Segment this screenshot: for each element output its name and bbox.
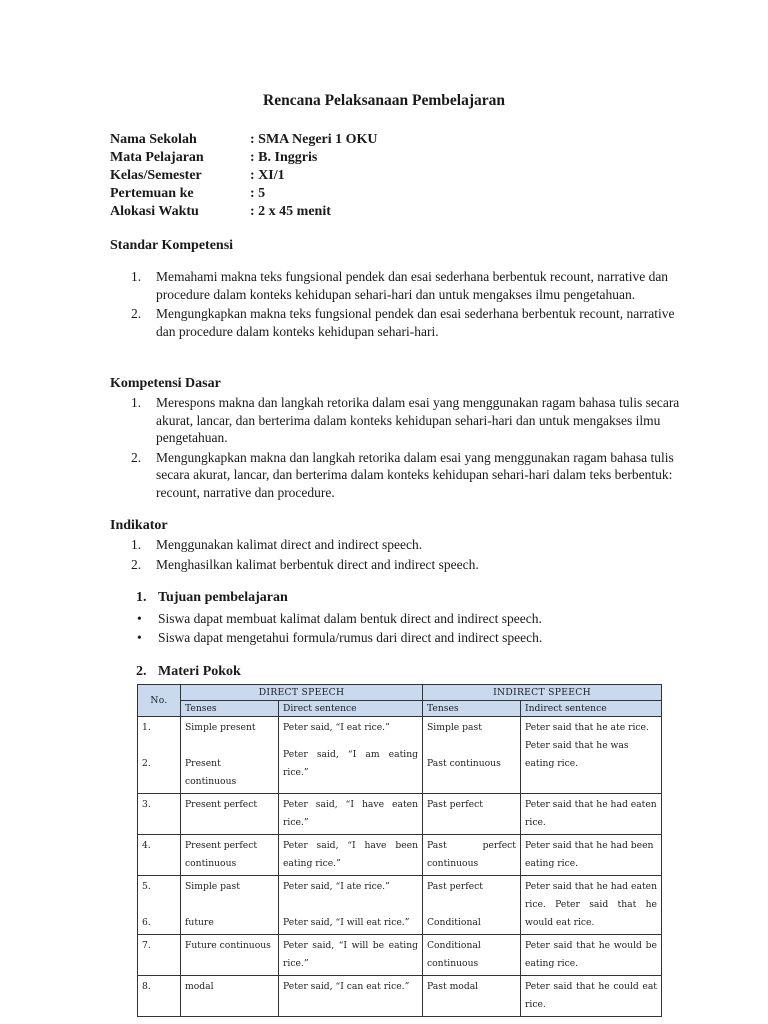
cell-no: 7.	[138, 935, 181, 976]
item-number: 1.	[131, 395, 142, 410]
indikator-list	[131, 536, 691, 575]
table-subheader-row	[138, 701, 662, 717]
bullet-item	[136, 609, 696, 628]
column-header: Tenses	[181, 701, 279, 717]
list-item	[131, 449, 691, 502]
info-value: : 5	[250, 186, 266, 201]
cell-no	[138, 876, 181, 935]
tense-label: Past continuous	[427, 758, 501, 769]
direct-sentence: Peter said, “I ate rice.”	[283, 881, 390, 892]
info-row-time	[110, 203, 378, 221]
cell-tense-direct	[181, 876, 279, 935]
info-value: : SMA Negeri 1 OKU	[250, 132, 378, 147]
cell-indirect-sentence: Peter said that he had been eating rice.	[521, 835, 662, 876]
tense-label: Simple past	[427, 722, 482, 733]
cell-no	[138, 717, 181, 794]
dasar-heading: Kompetensi Dasar	[110, 376, 221, 391]
cell-no: 8.	[138, 976, 181, 1017]
cell-tense-indirect: Past perfect continuous	[423, 835, 521, 876]
info-label: Pertemuan ke	[110, 186, 194, 201]
item-number: 2.	[131, 306, 142, 321]
row-number: 2.	[142, 758, 151, 769]
direct-sentence: Peter said, “I am eating rice.”	[283, 749, 418, 778]
tense-label: Simple past	[185, 881, 240, 892]
cell-direct-sentence	[279, 717, 423, 794]
list-item	[131, 556, 691, 574]
item-text: Mengungkapkan makna dan langkah retorika dalam esai yang menggunakan ragam bahasa tulis secara akurat, lancar, dan berterima dalam konteks kehidupan sehari-hari dalam teks berbentuk: recount, narrative dan procedure.	[156, 449, 674, 500]
tujuan-heading	[136, 590, 288, 606]
cell-tense-direct	[181, 717, 279, 794]
tense-label: Past perfect	[427, 881, 483, 892]
list-item	[131, 536, 691, 554]
cell-direct-sentence: Peter said, “I can eat rice.”	[279, 976, 423, 1017]
cell-indirect-sentence: Peter said that he could eat rice.	[521, 976, 662, 1017]
info-row-class	[110, 167, 378, 185]
identity-block	[110, 131, 378, 221]
item-text: Merespons makna dan langkah retorika dalam esai yang menggunakan ragam bahasa tulis secara akurat, lancar, dan berterima dalam konteks kehidupan sehari-hari dan untuk mengakses ilmu pengetahuan.	[156, 395, 680, 445]
table-row	[138, 794, 662, 835]
cell-direct-sentence: Peter said, “I will be eating rice.”	[279, 935, 423, 976]
section-title: Materi Pokok	[158, 664, 241, 679]
list-item	[131, 394, 691, 447]
table-row	[138, 876, 662, 935]
item-number: 2.	[131, 556, 142, 572]
cell-no: 3.	[138, 794, 181, 835]
info-value: : 2 x 45 menit	[250, 204, 331, 219]
table-row	[138, 835, 662, 876]
info-row-meeting	[110, 185, 378, 203]
cell-direct-sentence: Peter said, “I have been eating rice.”	[279, 835, 423, 876]
section-number: 1.	[136, 590, 147, 605]
info-label: Nama Sekolah	[110, 132, 197, 147]
cell-tense-direct: Future continuous	[181, 935, 279, 976]
cell-tense-indirect: Past perfect	[423, 794, 521, 835]
cell-indirect-sentence: Peter said that he had eaten rice. Peter said that he would eat rice.	[521, 876, 662, 935]
indikator-heading: Indikator	[110, 518, 168, 533]
item-text: Memahami makna teks fungsional pendek dan esai sederhana berbentuk recount, narrative dan procedure dalam konteks kehidupan sehari-hari dan untuk mengakses ilmu pengetahuan.	[156, 269, 669, 302]
info-label: Kelas/Semester	[110, 168, 202, 183]
tense-label: Conditional	[427, 917, 481, 928]
speech-table	[137, 684, 662, 1017]
cell-indirect-sentence: Peter said that he had eaten rice.	[521, 794, 662, 835]
section-title: Tujuan pembelajaran	[158, 590, 288, 605]
cell-direct-sentence: Peter said, “I have eaten rice.”	[279, 794, 423, 835]
cell-direct-sentence	[279, 876, 423, 935]
info-label: Mata Pelajaran	[110, 150, 204, 165]
column-header: Direct sentence	[279, 701, 423, 717]
direct-sentence: Peter said, “I eat rice.”	[283, 722, 390, 733]
table-row	[138, 976, 662, 1017]
list-item	[131, 305, 691, 340]
standar-heading: Standar Kompetensi	[110, 238, 234, 253]
item-text: Menggunakan kalimat direct and indirect speech.	[156, 537, 423, 552]
cell-indirect-sentence: Peter said that he would be eating rice.	[521, 935, 662, 976]
row-number: 5.	[142, 881, 151, 892]
tense-label: Present continuous	[185, 758, 237, 787]
tujuan-bullets	[136, 609, 696, 647]
table-header-row	[138, 685, 662, 701]
item-number: 1.	[131, 537, 142, 552]
materi-heading	[136, 664, 241, 680]
column-header: Indirect sentence	[521, 701, 662, 717]
cell-tense-direct: Present perfect	[181, 794, 279, 835]
direct-speech-header: DIRECT SPEECH	[181, 685, 423, 701]
bullet-item	[136, 628, 696, 647]
bullet-icon: •	[137, 630, 142, 645]
info-label: Alokasi Waktu	[110, 204, 199, 219]
info-value: : B. Inggris	[250, 150, 318, 165]
cell-tense-indirect	[423, 876, 521, 935]
section-number: 2.	[136, 664, 147, 679]
cell-tense-indirect: Past modal	[423, 976, 521, 1017]
cell-tense-direct: modal	[181, 976, 279, 1017]
list-item	[131, 268, 691, 303]
item-number: 2.	[131, 449, 142, 465]
item-text: Mengungkapkan makna teks fungsional pendek dan esai sederhana berbentuk recount, narrative dan procedure dalam konteks kehidupan sehari-hari.	[156, 306, 675, 339]
item-number: 1.	[131, 269, 142, 284]
dasar-list	[131, 394, 691, 503]
info-row-school	[110, 131, 378, 149]
tense-label: future	[185, 917, 214, 928]
cell-tense-indirect	[423, 717, 521, 794]
standar-list	[131, 268, 691, 342]
cell-tense-direct: Present perfect continuous	[181, 835, 279, 876]
item-text: Menghasilkan kalimat berbentuk direct and indirect speech.	[156, 556, 479, 572]
table-row	[138, 717, 662, 794]
cell-tense-indirect: Conditional continuous	[423, 935, 521, 976]
document-title: Rencana Pelaksanaan Pembelajaran	[263, 92, 505, 109]
cell-no: 4.	[138, 835, 181, 876]
bullet-icon: •	[137, 611, 142, 626]
row-number: 6.	[142, 917, 151, 928]
table-row	[138, 935, 662, 976]
bullet-text: Siswa dapat membuat kalimat dalam bentuk direct and indirect speech.	[158, 611, 542, 626]
bullet-text: Siswa dapat mengetahui formula/rumus dari direct and indirect speech.	[158, 630, 543, 645]
direct-sentence: Peter said, “I will eat rice.”	[283, 917, 410, 928]
info-value: : XI/1	[250, 168, 285, 183]
indirect-speech-header: INDIRECT SPEECH	[423, 685, 662, 701]
cell-indirect-sentence: Peter said that he ate rice. Peter said that he was eating rice.	[521, 717, 662, 794]
row-number: 1.	[142, 722, 151, 733]
tense-label: Simple present	[185, 722, 256, 733]
no-header: No.	[138, 685, 181, 717]
column-header: Tenses	[423, 701, 521, 717]
info-row-subject	[110, 149, 378, 167]
